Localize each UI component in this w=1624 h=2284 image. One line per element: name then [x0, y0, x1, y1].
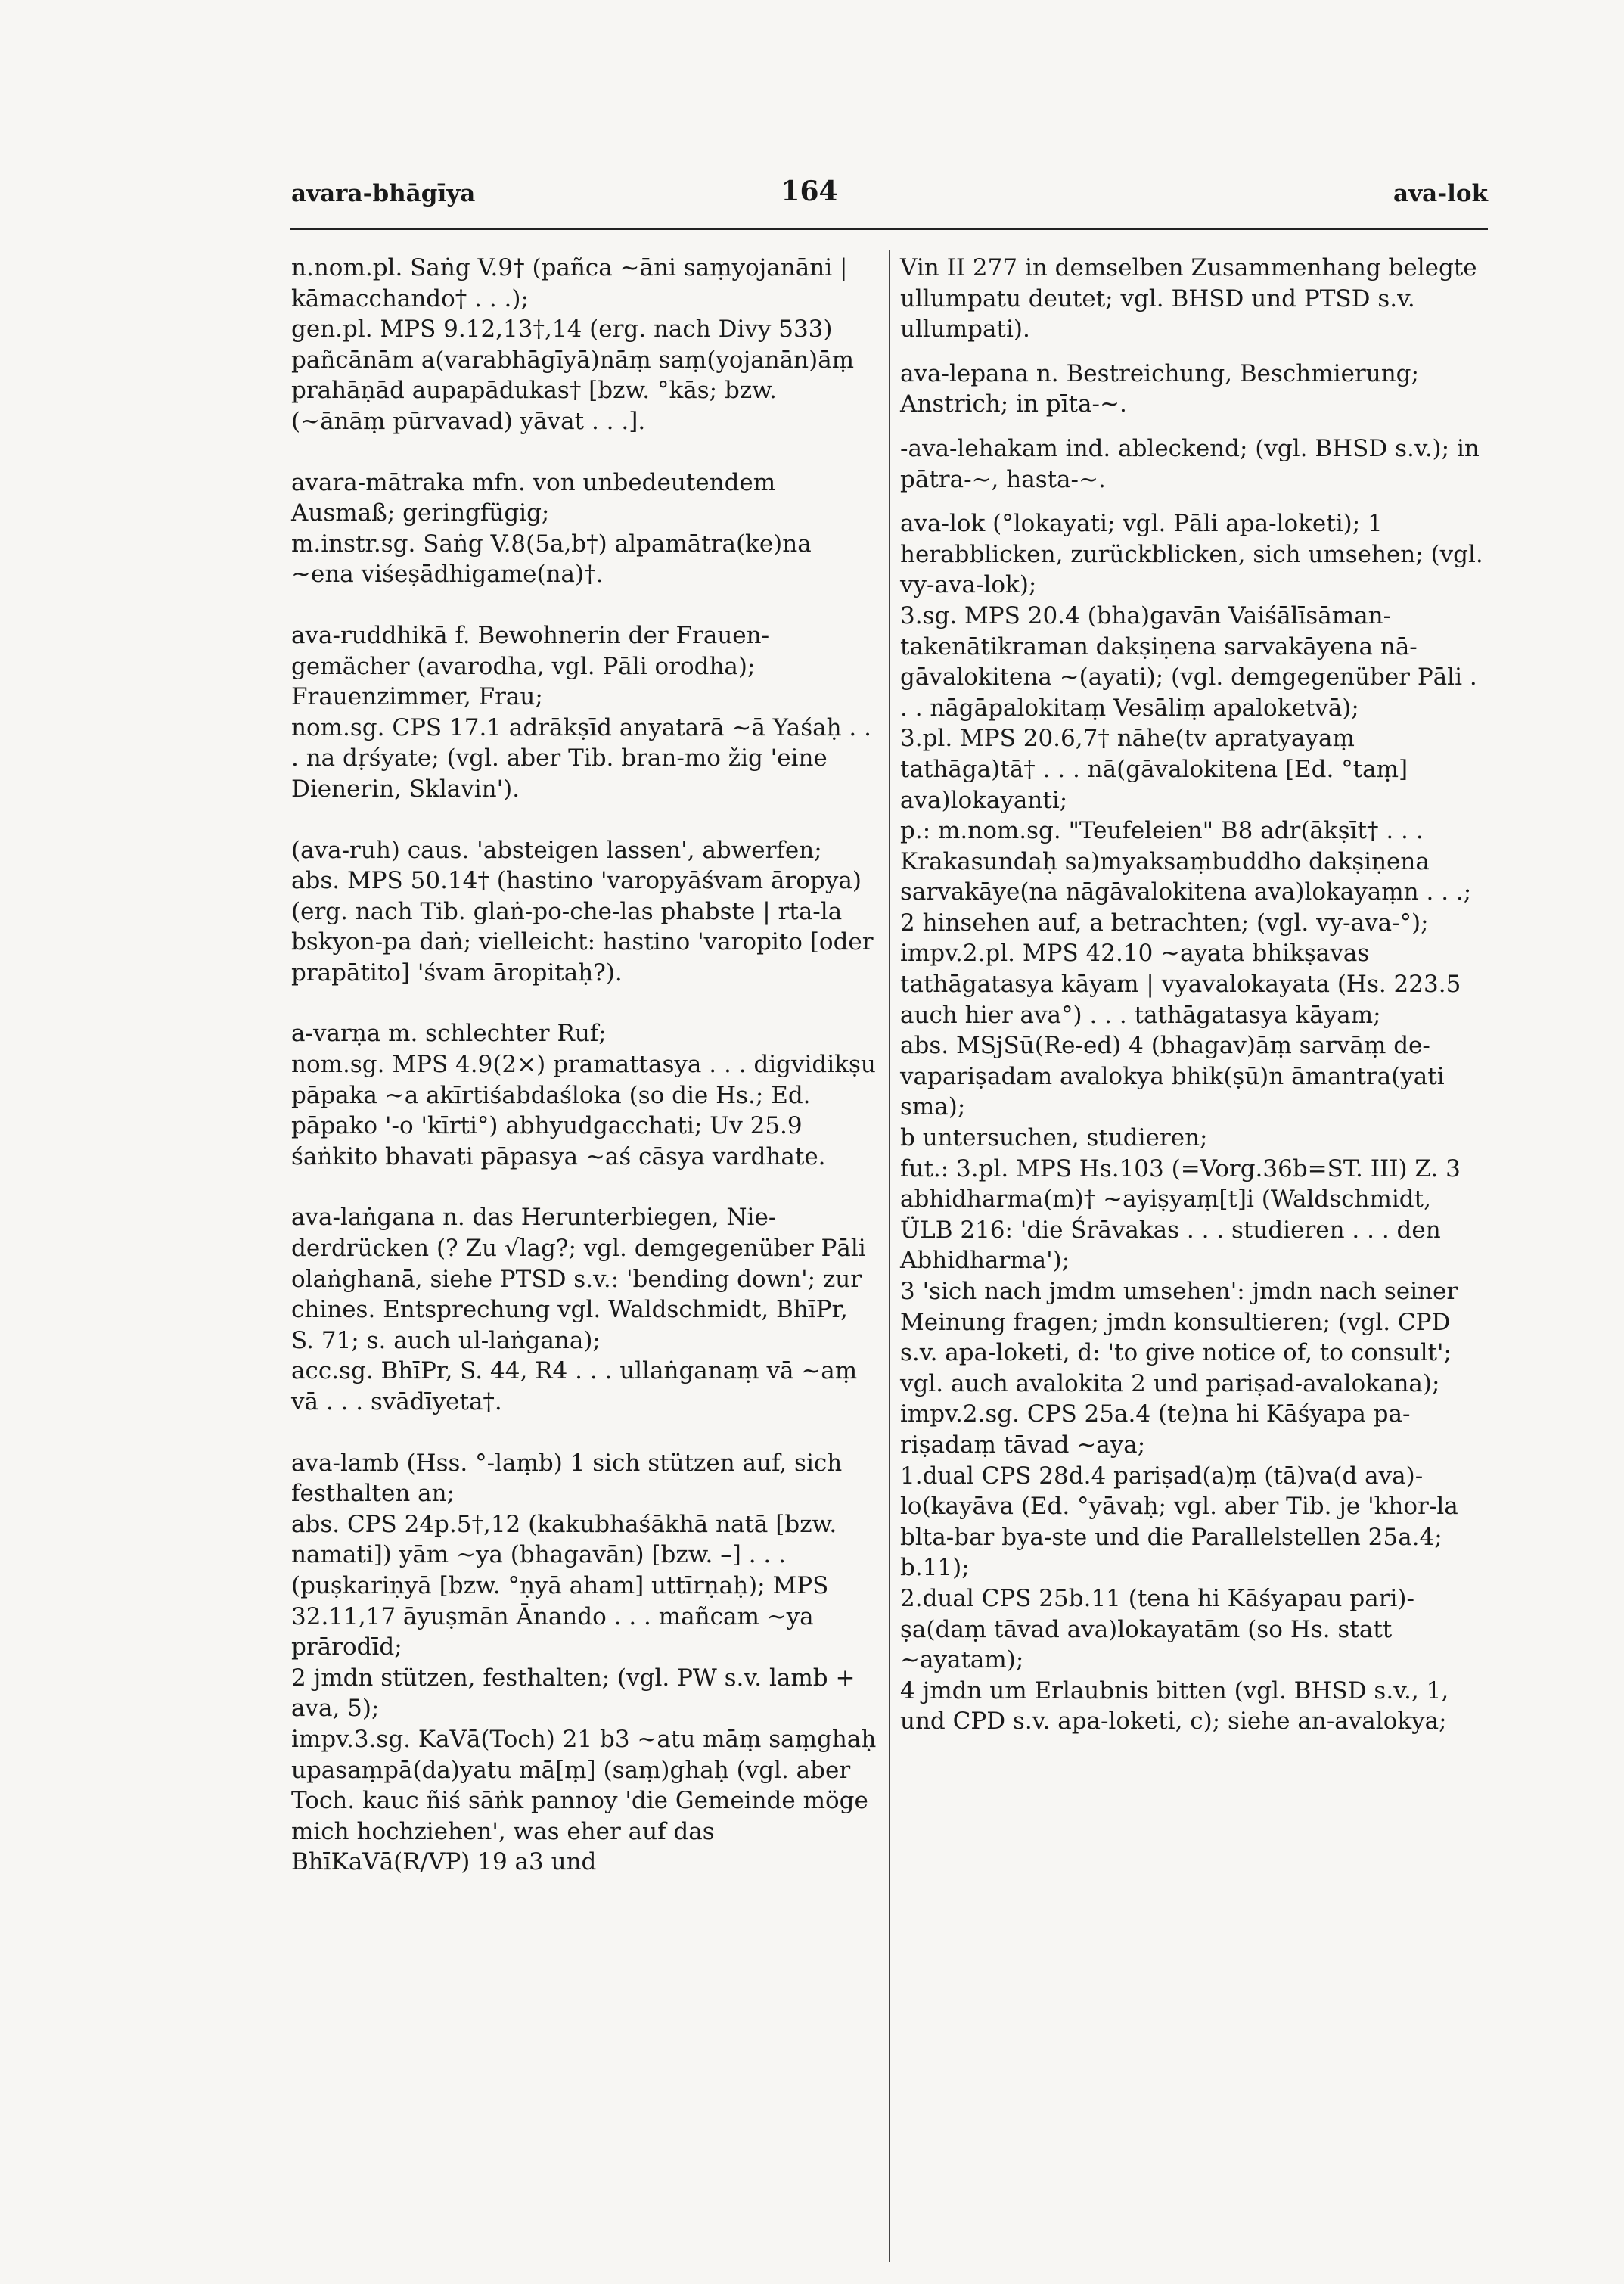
dictionary-entry: 1.dual CPS 28d.4 pariṣad(a)ṃ (tā)va(d ava)lo(kayāva (Ed. °yāvaḥ; vgl. aber Tib. je 'khor-la blta-bar bya-ste und die Parallelstellen 25a.4; b.11);	[900, 1462, 1458, 1582]
dictionary-entry: abs. MSjSū(Re-ed) 4 (bhagav)āṃ sarvāṃ devapariṣadam avalokya bhik(ṣū)n āmantra(yati sma);	[900, 1032, 1445, 1121]
dictionary-entry: impv.2.pl. MPS 42.10 ~ayata bhikṣavas tathāgatasya kāyam | vyavalokayata (Hs. 223.5 auch hier ava°) . . . tathāgatasya kāyam;	[900, 940, 1461, 1029]
dictionary-entry: n.nom.pl. Saṅg V.9† (pañca ~āni saṃyojanāni | kāmacchando† . . .);	[291, 254, 848, 312]
dictionary-entry: acc.sg. BhīPr, S. 44, R4 . . . ullaṅganaṃ vā ~aṃ vā . . . svādīyeta†.	[291, 1357, 858, 1415]
dictionary-entry: avara-mātraka mfn. von unbedeutendem Ausmaß; geringfügig;	[291, 468, 776, 527]
dictionary-entry: m.instr.sg. Saṅg V.8(5a,b†) alpamātra(ke)na ~ena viśeṣādhigame(na)†.	[291, 530, 812, 589]
right-column	[900, 253, 1486, 1737]
dictionary-entry: Vin II 277 in demselben Zusammenhang belegte ullumpatu deutet; vgl. BHSD und PTSD s.v. ullumpati).	[900, 254, 1477, 343]
dictionary-entry: -ava-lehakam ind. ableckend; (vgl. BHSD s.v.); in pātra-~, hasta-~.	[900, 434, 1480, 493]
dictionary-entry: abs. MPS 50.14† (hastino 'varopyāśvam āropya) (erg. nach Tib. glaṅ-po-che-las phabste | rta-la bskyon-pa daṅ; vielleicht: hastino 'varopito [oder prapātito] 'śvam āropitaḥ?).	[291, 867, 874, 987]
dictionary-entry: nom.sg. MPS 4.9(2×) pramattasya . . . digvidikṣu pāpaka ~a akīrtiśabdaśloka (so die Hs.; Ed. pāpako '-o 'kīrti°) abhyudgacchati; Uv 25.9 śaṅkito bhavati pāpasya ~aś cāsya vardhate.	[291, 1051, 876, 1170]
dictionary-entry: ava-laṅgana n. das Herunterbiegen, Niederdrücken (? Zu √lag?; vgl. demgegenüber Pāli olaṅghanā, siehe PTSD s.v.: 'bending down'; zur chines. Entsprechung vgl. Waldschmidt, BhīPr, S. 71; s. auch ul-laṅgana);	[291, 1204, 866, 1354]
header-rule	[290, 228, 1488, 230]
dictionary-entry: ava-lepana n. Bestreichung, Beschmierung; Anstrich; in pīta-~.	[900, 359, 1419, 418]
dictionary-entry: ava-lok (°lokayati; vgl. Pāli apa-loketi); 1 herabblicken, zurückblicken, sich umsehen; (vgl. vy-ava-lok);	[900, 510, 1483, 599]
dictionary-entry: 3.sg. MPS 20.4 (bha)gavān Vaiśālīsāmantakenātikraman dakṣiṇena sarvakāyena nāgāvalokitena ~(ayati); (vgl. demgegenüber Pāli . . . nāgāpalokitaṃ Vesāliṃ apaloketvā);	[900, 601, 1477, 722]
dictionary-entry: 2 hinsehen auf, a betrachten; (vgl. vy-ava-°);	[900, 909, 1429, 937]
page-number: 164	[781, 176, 838, 207]
dictionary-entry: gen.pl. MPS 9.12,13†,14 (erg. nach Divy 533) pañcānām a(varabhāgīyā)nāṃ saṃ(yojanān)āṃ prahāṇād aupapādukas† [bzw. °kās; bzw. (~ānāṃ pūrvavad) yāvat . . .].	[291, 315, 855, 435]
dictionary-entry: 3 'sich nach jmdm umsehen': jmdn nach seiner Meinung fragen; jmdn konsultieren; (vgl. CPD s.v. apa-loketi, d: 'to give notice of, to consult'; vgl. auch avalokita 2 und pariṣad-avalokana);	[900, 1278, 1458, 1397]
dictionary-entry: abs. CPS 24p.5†,12 (kakubhaśākhā natā [bzw. namati]) yām ~ya (bhagavān) [bzw. –] . . . (puṣkariṇyā [bzw. °ṇyā aham] uttīrṇaḥ); MPS 32.11,17 āyuṣmān Ānando . . . mañcam ~ya prārodīd;	[291, 1510, 837, 1661]
dictionary-entry: a-varṇa m. schlechter Ruf;	[291, 1020, 607, 1048]
dictionary-entry: b untersuchen, studieren;	[900, 1124, 1208, 1152]
dictionary-entry: nom.sg. CPS 17.1 adrākṣīd anyatarā ~ā Yaśaḥ . . . na dṛśyate; (vgl. aber Tib. bran-mo žig 'eine Dienerin, Sklavin').	[291, 713, 871, 803]
column-divider	[889, 250, 890, 2262]
dictionary-entry: 2.dual CPS 25b.11 (tena hi Kāśyapau pari)ṣa(daṃ tāvad ava)lokayatām (so Hs. statt ~ayatam);	[900, 1584, 1415, 1674]
dictionary-entry: ava-lamb (Hss. °-laṃb) 1 sich stützen auf, sich festhalten an;	[291, 1449, 843, 1508]
dictionary-entry: p.: m.nom.sg. "Teufeleien" B8 adr(ākṣīt† . . . Krakasundaḥ sa)myaksaṃbuddho dakṣiṇena sarvakāye(na nāgāvalokitena ava)lokayaṃn . . .;	[900, 817, 1472, 906]
running-head-right: ava-lok	[1393, 180, 1488, 207]
dictionary-entry: (ava-ruh) caus. 'absteigen lassen', abwerfen;	[291, 836, 822, 864]
dictionary-entry: impv.2.sg. CPS 25a.4 (te)na hi Kāśyapa pariṣadaṃ tāvad ~aya;	[900, 1400, 1411, 1459]
dictionary-entry: 4 jmdn um Erlaubnis bitten (vgl. BHSD s.v., 1, und CPD s.v. apa-loketi, c); siehe an-avalokya;	[900, 1676, 1449, 1736]
dictionary-entry: ava-ruddhikā f. Bewohnerin der Frauengemächer (avarodha, vgl. Pāli orodha); Frauenzimmer, Frau;	[291, 621, 770, 711]
left-column	[291, 253, 877, 1878]
dictionary-entry: 2 jmdn stützen, festhalten; (vgl. PW s.v. lamb + ava, 5);	[291, 1664, 855, 1723]
dictionary-entry: 3.pl. MPS 20.6,7† nāhe(tv apratyayaṃ tathāga)tā† . . . nā(gāvalokitena [Ed. °taṃ] ava)lokayanti;	[900, 725, 1408, 814]
dictionary-entry: fut.: 3.pl. MPS Hs.103 (=Vorg.36b=ST. III) Z. 3 abhidharma(m)† ~ayiṣyaṃ[t]i (Waldschmidt, ÜLB 216: 'die Śrāvakas . . . studieren . . . den Abhidharma');	[900, 1154, 1461, 1275]
dictionary-entry: impv.3.sg. KaVā(Toch) 21 b3 ~atu māṃ saṃghaḥ upasaṃpā(da)yatu mā[ṃ] (saṃ)ghaḥ (vgl. aber Toch. kauc ñiś sāṅk pannoy 'die Gemeinde möge mich hochziehen', was eher auf das BhīKaVā(R/VP) 19 a3 und	[291, 1725, 877, 1876]
running-head-left: avara-bhāgīya	[291, 180, 476, 207]
